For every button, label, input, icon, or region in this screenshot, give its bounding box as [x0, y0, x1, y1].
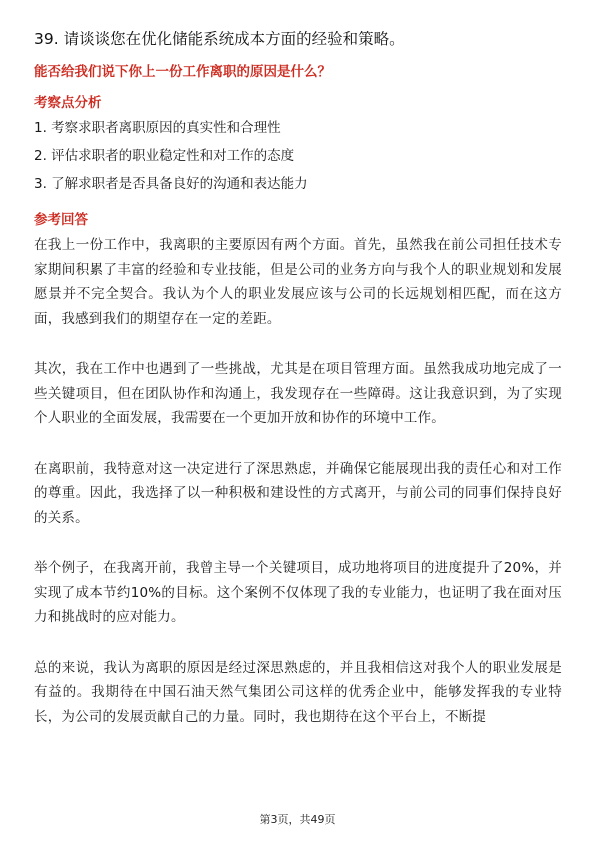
page-number: 第3页，共49页 [259, 813, 336, 826]
answer-body [34, 233, 562, 729]
answer-paragraph: 举个例子，在我离开前，我曾主导一个关键项目，成功地将项目的进度提升了20%，并实现了成本节约10%的目标。这个案例不仅体现了我的专业能力，也证明了我在面对压力和挑战时的应对能力。 [34, 560, 562, 625]
answer-title: 参考回答 [34, 212, 88, 228]
answer-paragraph: 总的来说，我认为离职的原因是经过深思熟虑的，并且我相信这对我个人的职业发展是有益的。我期待在中国石油天然气集团公司这样的优秀企业中，能够发挥我的专业特长，为公司的发展贡献自己的力量。同时，我也期待在这个平台上，不断提 [34, 659, 562, 725]
analysis-item: 2. 评估求职者的职业稳定性和对工作的态度 [34, 148, 295, 164]
analysis-item: 1. 考察求职者离职原因的真实性和合理性 [34, 120, 281, 136]
analysis-list [34, 118, 308, 202]
question-heading: 39. 请谈谈您在优化储能系统成本方面的经验和策略。 [34, 30, 405, 48]
answer-paragraph: 在我上一份工作中，我离职的主要原因有两个方面。首先，虽然我在前公司担任技术专家期间积累了丰富的经验和专业技能，但是公司的业务方向与我个人的职业规划和发展愿景并不完全契合。我认为个人的职业发展应该与公司的长远规划相匹配，而在这方面，我感到我们的期望存在一定的差距。 [34, 237, 562, 327]
answer-paragraph: 在离职前，我特意对这一决定进行了深思熟虑，并确保它能展现出我的责任心和对工作的尊重。因此，我选择了以一种积极和建设性的方式离开，与前公司的同事们保持良好的关系。 [34, 460, 562, 526]
analysis-title: 考察点分析 [34, 95, 102, 111]
interview-question: 能否给我们说下你上一份工作离职的原因是什么？ [34, 64, 331, 80]
analysis-item: 3. 了解求职者是否具备良好的沟通和表达能力 [34, 176, 308, 192]
answer-paragraph: 其次，我在工作中也遇到了一些挑战，尤其是在项目管理方面。虽然我成功地完成了一些关键项目，但在团队协作和沟通上，我发现存在一些障碍。这让我意识到，为了实现个人职业的全面发展，我需要在一个更加开放和协作的环境中工作。 [34, 361, 562, 426]
